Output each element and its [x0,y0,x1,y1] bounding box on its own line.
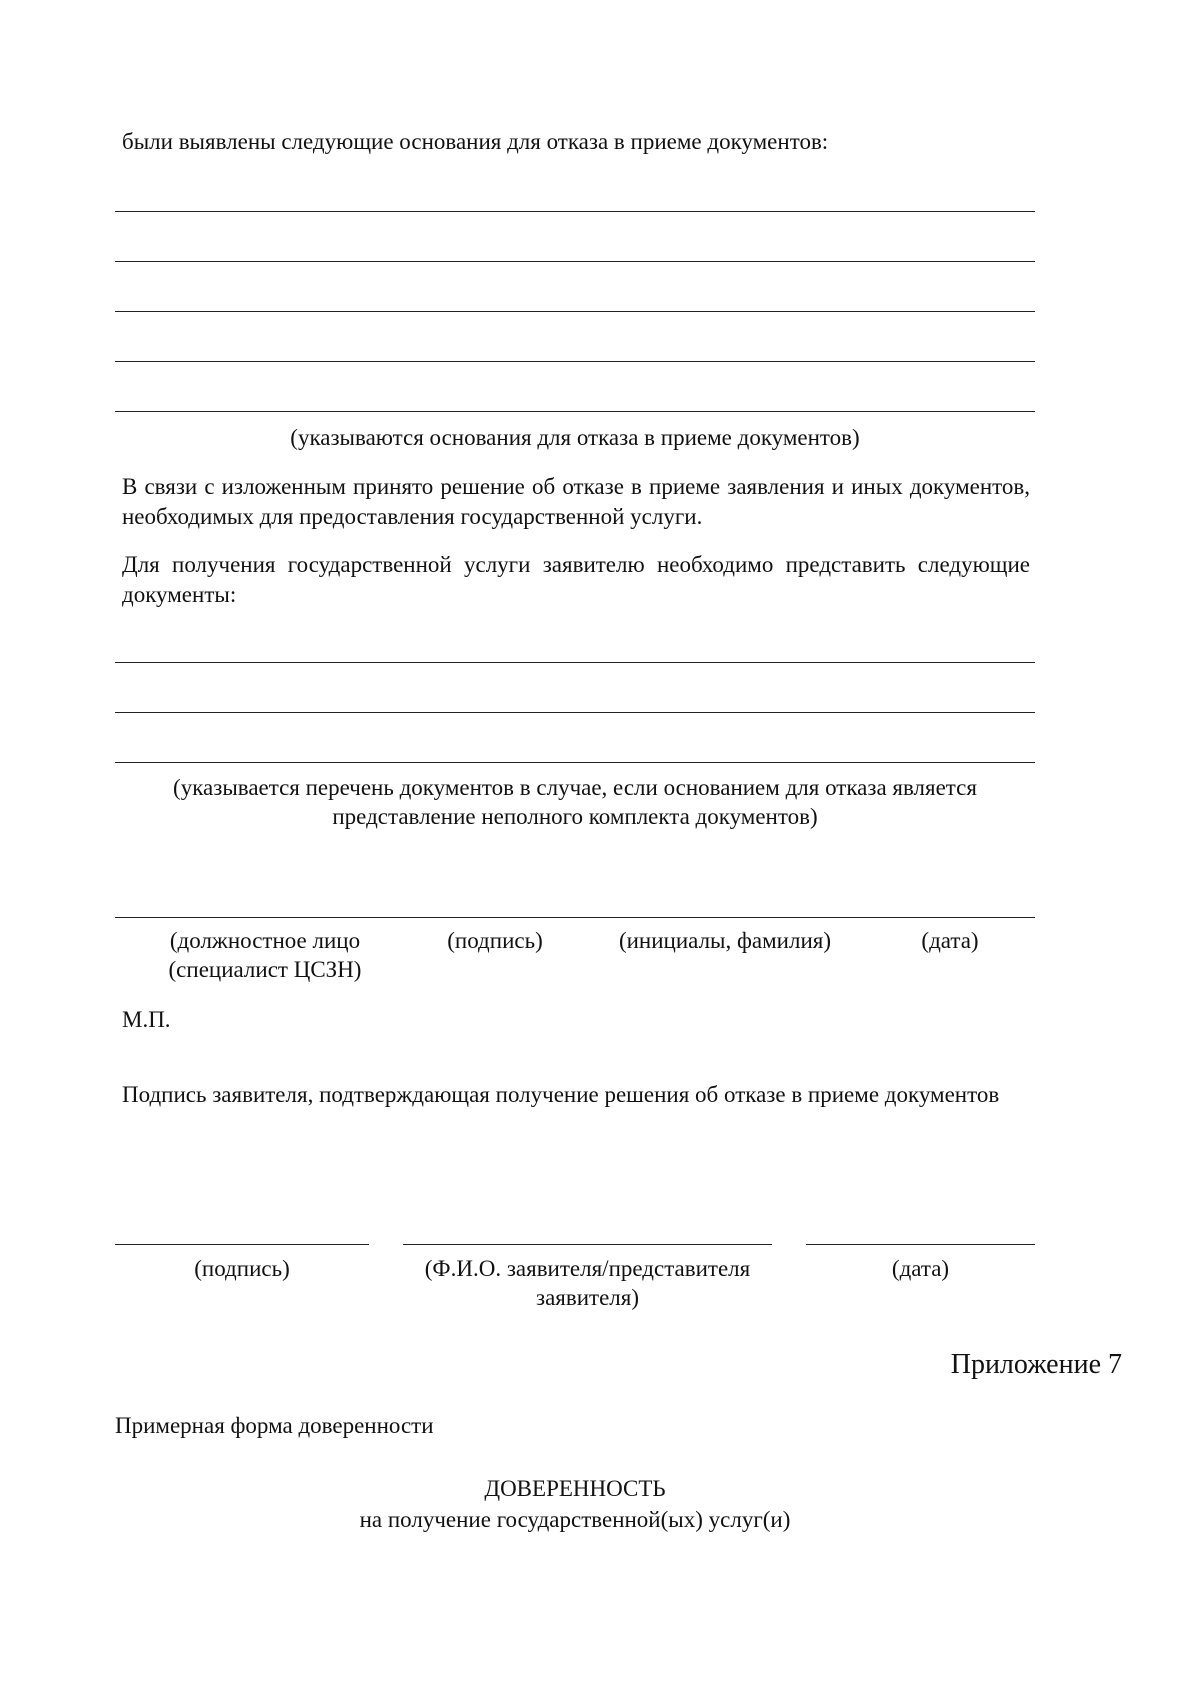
stamp-place-label: М.П. [122,1007,171,1032]
grounds-blank-line [115,311,1035,312]
applicant-name-label-line2: заявителя) [535,1285,640,1310]
docs-caption-line2: представление неполного комплекта документов) [332,804,818,829]
document-title: ДОВЕРЕННОСТЬ [484,1476,666,1501]
applicant-name-label-line1: (Ф.И.О. заявителя/представителя [424,1256,751,1281]
grounds-blank-line [115,261,1035,262]
docs-blank-line [115,762,1035,763]
applicant-confirmation-paragraph: Подпись заявителя, подтверждающая получение решения об отказе в приеме документов [122,1082,1000,1107]
official-date-label: (дата) [921,928,979,953]
applicant-signature-label: (подпись) [194,1256,290,1281]
grounds-blank-line [115,211,1035,212]
docs-required-paragraph: Для получения государственной услуги заявителю необходимо представить следующие документы: [122,552,1030,607]
applicant-name-line [403,1244,772,1245]
official-initials-label: (инициалы, фамилия) [618,928,832,953]
form-note: Примерная форма доверенности [115,1413,434,1438]
applicant-date-label: (дата) [891,1256,950,1281]
docs-blank-line [115,662,1035,663]
official-signature-label: (подпись) [447,928,543,953]
decision-paragraph: В связи с изложенным принято решение об отказе в приеме заявления и иных документов, необходимых для предоставления государственной услуги. [122,474,1030,529]
refusal-intro: были выявлены следующие основания для отказа в приеме документов: [122,129,829,154]
docs-blank-line [115,712,1035,713]
appendix-label: Приложение 7 [950,1349,1122,1380]
grounds-caption: (указываются основания для отказа в приеме документов) [290,425,860,450]
official-signature-line [115,917,1035,918]
applicant-signature-line [115,1244,369,1245]
applicant-date-line [806,1244,1035,1245]
docs-caption-line1: (указывается перечень документов в случае, если основанием для отказа является [173,775,977,800]
official-position-label-line2: (специалист ЦСЗН) [168,957,362,982]
grounds-blank-line [115,361,1035,362]
document-subtitle: на получение государственной(ых) услуг(и) [359,1507,791,1532]
grounds-blank-line [115,411,1035,412]
official-position-label-line1: (должностное лицо [169,928,361,953]
